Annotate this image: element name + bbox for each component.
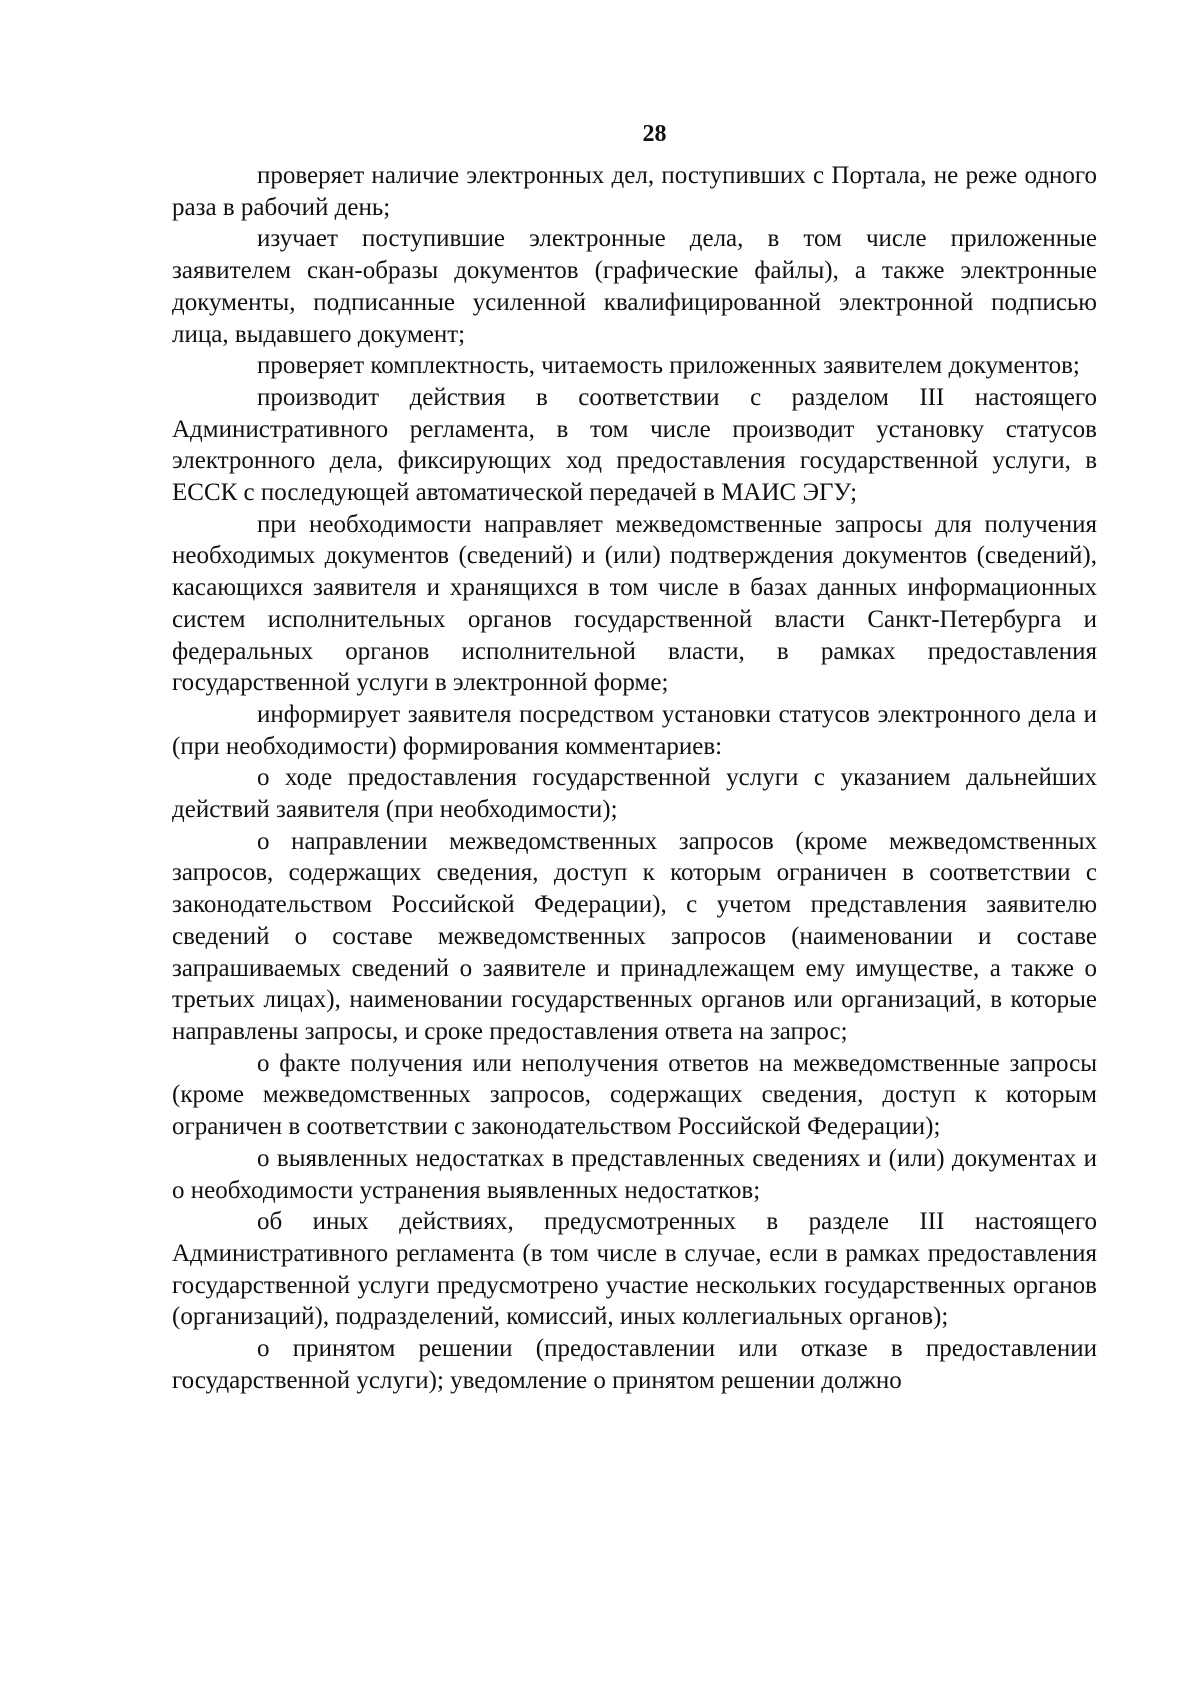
paragraph: изучает поступившие электронные дела, в том числе приложенные заявителем скан-образы документов (графические файлы), а также электронные документы, подписанные усиленной квалифицированной электронной подписью лица, выдавшего документ; xyxy=(172,225,1097,348)
paragraph: об иных действиях, предусмотренных в разделе III настоящего Административного регламента (в том числе в случае, если в рамках предоставления государственной услуги предусмотрено участие нескольких государственных органов (организаций), подразделений, комиссий, иных коллегиальных органов); xyxy=(172,1208,1097,1331)
paragraph: о факте получения или неполучения ответов на межведомственные запросы (кроме межведомственных запросов, содержащих сведения, доступ к которым ограничен в соответствии с законодательством Российской Федерации); xyxy=(172,1049,1097,1141)
page-number: 28 xyxy=(642,121,667,147)
paragraph: проверяет комплектность, читаемость приложенных заявителем документов; xyxy=(257,352,1080,380)
paragraph: о ходе предоставления государственной услуги с указанием дальнейших действий заявителя (при необходимости); xyxy=(172,764,1097,824)
paragraph: при необходимости направляет межведомственные запросы для получения необходимых документов (сведений) и (или) подтверждения документов (сведений), касающихся заявителя и хранящихся в том числе в базах данных информационных систем исполнительных органов государственной власти Санкт-Петербурга и федеральных органов исполнительной власти, в рамках предоставления государственной услуги в электронной форме; xyxy=(172,510,1097,697)
paragraph: производит действия в соответствии с разделом III настоящего Административного регламента, в том числе производит установку статусов электронного дела, фиксирующих ход предоставления государственной услуги, в ЕССК с последующей автоматической передачей в МАИС ЭГУ; xyxy=(172,383,1097,507)
paragraph: проверяет наличие электронных дел, поступивших с Портала, не реже одного раза в рабочий день; xyxy=(172,162,1097,221)
paragraph: о направлении межведомственных запросов (кроме межведомственных запросов, содержащих сведения, доступ к которым ограничен в соответствии с законодательством Российской Федерации), с учетом представления заявителю сведений о составе межведомственных запросов (наименовании и составе запрашиваемых сведений о заявителе и принадлежащем ему имуществе, а также о третьих лицах), наименовании государственных органов или организаций, в которые направлены запросы, и сроке предоставления ответа на запрос; xyxy=(172,827,1097,1045)
paragraph: информирует заявителя посредством установки статусов электронного дела и (при необходимости) формирования комментариев: xyxy=(172,700,1097,760)
paragraph: о выявленных недостатках в представленных сведениях и (или) документах и о необходимости устранения выявленных недостатков; xyxy=(172,1144,1097,1204)
paragraph: о принятом решении (предоставлении или отказе в предоставлении государственной услуги); уведомление о принятом решении должно xyxy=(172,1335,1097,1394)
document-body xyxy=(172,160,1097,1396)
